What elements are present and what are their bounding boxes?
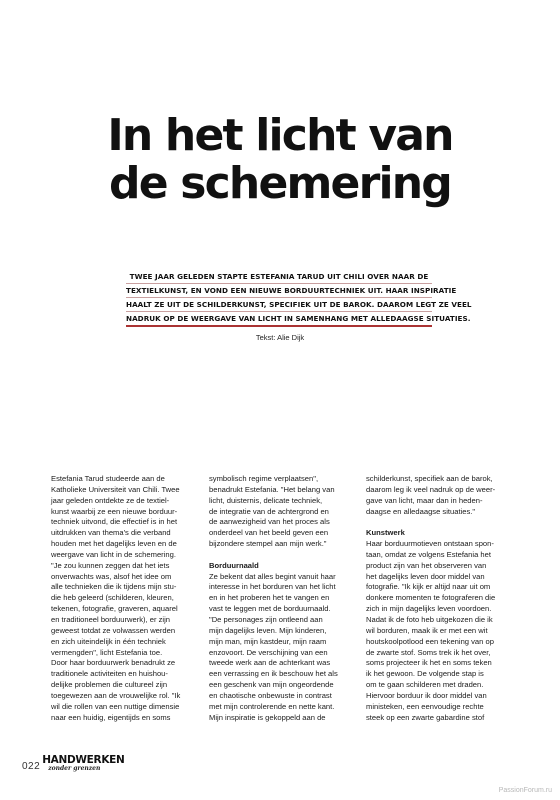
body-line: licht, duisternis, delicate techniek, <box>209 495 323 505</box>
body-line: daarom leg ik veel nadruk op de weer- <box>366 484 496 494</box>
intro-line: TEXTIELKUNST, EN VOND EEN NIEUWE BORDUURTECHNIEK UIT. HAAR INSPIRATIE <box>126 284 432 298</box>
section-heading-kunstwerk: Kunstwerk <box>366 528 405 538</box>
body-line: product zijn van het observeren van <box>366 560 487 570</box>
body-line: ministeken, een eenvoudige rechte <box>366 701 484 711</box>
paragraph-gap <box>209 550 351 561</box>
body-line: die heb geleerd (schilderen, kleuren, <box>51 593 174 603</box>
body-line: soms projecteer ik het en soms teken <box>366 658 492 668</box>
column-3-top <box>366 474 512 517</box>
body-line: kunst waarbij ze een nieuwe borduur- <box>51 506 178 516</box>
body-line: de integratie van de achtergrond en <box>209 506 329 516</box>
body-line: donkere momenten te fotograferen die <box>366 593 496 603</box>
body-line: vast te leggen met de borduurnaald. <box>209 604 331 614</box>
body-line: een verrassing en ik beschouw het als <box>209 669 338 679</box>
body-line: gave van licht, maar dan in heden- <box>366 495 483 505</box>
body-line: ik het gewoon. De volgende stap is <box>366 669 484 679</box>
body-line: en chaotische onbewuste in contrast <box>209 690 332 700</box>
body-line: Nadat ik de foto heb uitgekozen die ik <box>366 614 493 624</box>
body-line: tekenen, fotografie, graveren, aquarel <box>51 604 178 614</box>
body-line: Mijn inspiratie is gekoppeld aan de <box>209 712 326 722</box>
magazine-name: HANDWERKEN <box>42 754 125 766</box>
intro-line: NADRUK OP DE WEERGAVE VAN LICHT IN SAMENHANG MET ALLEDAAGSE SITUATIES. <box>126 312 432 327</box>
body-line: Katholieke Universiteit van Chili. Twee <box>51 484 180 494</box>
body-line: "Je zou kunnen zeggen dat het iets <box>51 560 170 570</box>
title-line: de schemering <box>109 158 451 209</box>
body-line: tweede werk aan de achterkant was <box>209 658 331 668</box>
body-line: taan, omdat ze volgens Estefania het <box>366 549 491 559</box>
column-3 <box>366 474 512 723</box>
body-line: fotografie. "Ik kijk er altijd naar uit om <box>366 582 491 592</box>
body-line: en zich uiteindelijk in één techniek <box>51 636 166 646</box>
body-line: geweest totdat ze volwassen werden <box>51 625 176 635</box>
body-line: een geschenk van mijn ongeordende <box>209 680 334 690</box>
body-line: onderdeel van het beeld geven een <box>209 528 329 538</box>
body-line: de zwarte stof. Soms trek ik het over, <box>366 647 491 657</box>
body-line: het dagelijks leven door middel van <box>366 571 485 581</box>
body-line: Haar borduurmotieven ontstaan spon- <box>366 539 494 549</box>
body-line: "De personages zijn ontleend aan <box>209 614 323 624</box>
body-line: steek op een zwarte gabardine stof <box>366 712 485 722</box>
body-line: toegewezen aan de vrouwelijke rol. "Ik <box>51 690 181 700</box>
body-line: vermengden", licht Estefania toe. <box>51 647 163 657</box>
body-line: de aanwezigheid van het proces als <box>209 517 330 527</box>
body-line: Estefania Tarud studeerde aan de <box>51 474 165 483</box>
body-line: delijke problemen die cultureel zijn <box>51 680 168 690</box>
body-line: uitdrukken van thema's die verband <box>51 528 171 538</box>
body-line: techniek uitvond, die effectief is in het <box>51 517 178 527</box>
column-2-bottom <box>209 572 351 724</box>
page-number: 022 <box>22 761 41 772</box>
magazine-tagline: zonder grenzen <box>48 765 101 772</box>
body-line: Door haar borduurwerk benadrukt ze <box>51 658 176 668</box>
body-line: houden met het dagelijks leven en de <box>51 539 177 549</box>
body-line: schilderkunst, specifiek aan de barok, <box>366 474 493 483</box>
body-line: bijzondere stempel aan mijn werk." <box>209 539 327 549</box>
title-line: In het licht van <box>107 110 453 161</box>
body-line: alle technieken die ik tijdens mijn stu- <box>51 582 177 592</box>
intro-line: TWEE JAAR GELEDEN STAPTE ESTEFANIA TARUD UIT CHILI OVER NAAR DE <box>126 270 432 284</box>
body-line: traditionele activiteiten en huishou- <box>51 669 168 679</box>
body-line: Ze bekent dat alles begint vanuit haar <box>209 571 336 581</box>
magazine-logo <box>42 755 124 772</box>
body-line: daagse en alledaagse situaties." <box>366 506 476 516</box>
section-heading-borduurnaald: Borduurnaald <box>209 560 259 570</box>
author-credit: Tekst: Alie Dijk <box>255 333 305 342</box>
body-line: mijn dagelijks leven. Mijn kinderen, <box>209 625 327 635</box>
body-line: zich in mijn dagelijks leven voordoen. <box>366 604 492 614</box>
column-1 <box>51 474 199 723</box>
body-line: houtskoolpotlood een tekening van op <box>366 636 494 646</box>
body-line: met mijn controlerende en nette kant. <box>209 701 335 711</box>
watermark: PassionForum.ru <box>498 787 552 794</box>
body-line: wil die rollen van een nuttige dimensie <box>51 701 180 711</box>
body-line: om te gaan schilderen met draden. <box>366 680 484 690</box>
intro-lead <box>126 270 472 327</box>
body-line: weergave van licht in de schemering. <box>51 549 176 559</box>
body-line: en in het proberen het te vangen en <box>209 593 330 603</box>
body-line: mijn man, mijn kastdeur, mijn raam <box>209 636 327 646</box>
article-title <box>0 112 560 208</box>
column-2-top <box>209 474 351 550</box>
intro-line: HAALT ZE UIT DE SCHILDERKUNST, SPECIFIEK UIT DE BAROK. DAAROM LEGT ZE VEEL <box>126 298 432 312</box>
body-line: enzovoort. De verschijning van een <box>209 647 328 657</box>
body-line: symbolisch regime verplaatsen", <box>209 474 319 483</box>
body-line: naar een huidig, eigentijds en soms <box>51 712 171 722</box>
body-line: wil borduren, maak ik er met een wit <box>366 625 488 635</box>
paragraph-gap <box>366 517 512 528</box>
body-line: interesse in het borduren van het licht <box>209 582 336 592</box>
body-line: jaar geleden ontdekte ze de textiel- <box>51 495 170 505</box>
page-footer <box>22 755 125 772</box>
body-line: onverwachts was, alsof het idee om <box>51 571 172 581</box>
body-line: benadrukt Estefania. "Het belang van <box>209 484 335 494</box>
column-3-bottom <box>366 539 512 723</box>
body-line: Hiervoor borduur ik door middel van <box>366 690 487 700</box>
column-2 <box>209 474 351 723</box>
body-line: en traditioneel borduurwerk), er zijn <box>51 614 171 624</box>
